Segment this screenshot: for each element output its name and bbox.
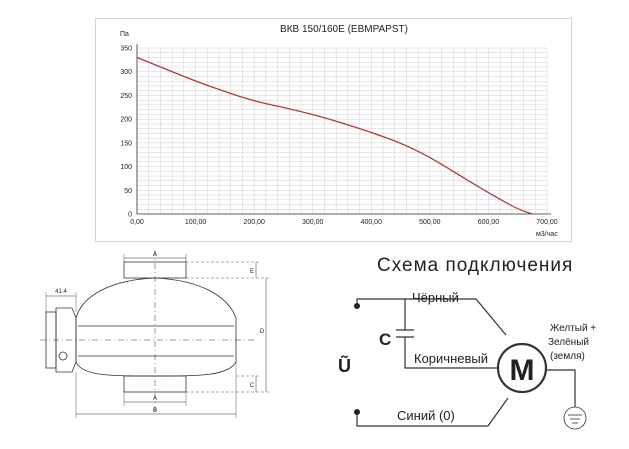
- y-tick-label: 300: [120, 69, 132, 77]
- ground-symbol: [564, 407, 586, 429]
- pressure-flow-chart: [120, 24, 558, 238]
- x-tick-label: 200,00: [243, 219, 265, 226]
- ground-wire: [545, 370, 575, 407]
- y-tick-label: 0: [128, 211, 132, 219]
- fan-housing: [76, 278, 236, 376]
- y-tick-label: 250: [120, 92, 132, 100]
- y-tick-labels: [120, 46, 132, 219]
- dim-e-label: E: [249, 269, 255, 275]
- terminal-top: [354, 303, 360, 309]
- y-tick-label: 150: [120, 140, 132, 148]
- wiring-diagram: [338, 255, 596, 429]
- terminal-bottom: [354, 409, 360, 415]
- x-tick-labels: [130, 219, 558, 226]
- supply-terminals: [354, 303, 360, 415]
- x-axis-unit-label: м3/час: [536, 231, 558, 238]
- wiring-labels: [338, 290, 596, 423]
- fan-dimension-labels: [55, 252, 265, 414]
- blue-wire-label: Синий (0): [397, 408, 455, 423]
- brown-wire-label: Коричневый: [414, 351, 488, 366]
- chart-grid: [137, 48, 547, 214]
- dim-d-label: D: [259, 329, 265, 335]
- supply-label: Ũ: [338, 356, 351, 376]
- wiring-title: Схема подключения: [377, 255, 574, 276]
- fan-drawing: [40, 250, 270, 418]
- chart-title: ВКВ 150/160Е (EBMPAPST): [280, 24, 408, 35]
- capacitor-label: C: [379, 330, 392, 349]
- x-tick-label: 400,00: [360, 219, 382, 226]
- x-tick-label: 600,00: [477, 219, 500, 226]
- motor-label: M: [509, 354, 535, 387]
- y-axis-unit-label: Па: [120, 31, 129, 38]
- dim-b-label: B: [152, 408, 158, 414]
- dim-41-label: 41.4: [55, 289, 67, 295]
- ground-label-line2: Зелёный: [548, 337, 589, 348]
- chart-axes: [137, 44, 551, 214]
- x-tick-label: 500,00: [419, 219, 441, 226]
- x-tick-label: 300,00: [302, 219, 324, 226]
- y-tick-label: 350: [120, 45, 132, 53]
- ground-circle: [564, 407, 586, 429]
- dim-a-bottom-label: A: [152, 396, 158, 402]
- dim-c-label: C: [249, 383, 255, 389]
- x-tick-label: 700,00: [536, 219, 558, 226]
- x-tick-label: 0,00: [130, 219, 144, 226]
- y-tick-label: 200: [120, 116, 132, 124]
- cable-gland: [59, 352, 67, 360]
- y-tick-label: 100: [120, 164, 132, 172]
- ground-label-line3: (земля): [550, 351, 585, 362]
- ground-label-line1: Желтый +: [550, 323, 597, 334]
- dim-a-top-label: A: [152, 252, 158, 258]
- black-wire-label: Чёрный: [412, 290, 459, 305]
- x-tick-label: 100,00: [184, 219, 207, 226]
- y-tick-label: 50: [124, 187, 132, 195]
